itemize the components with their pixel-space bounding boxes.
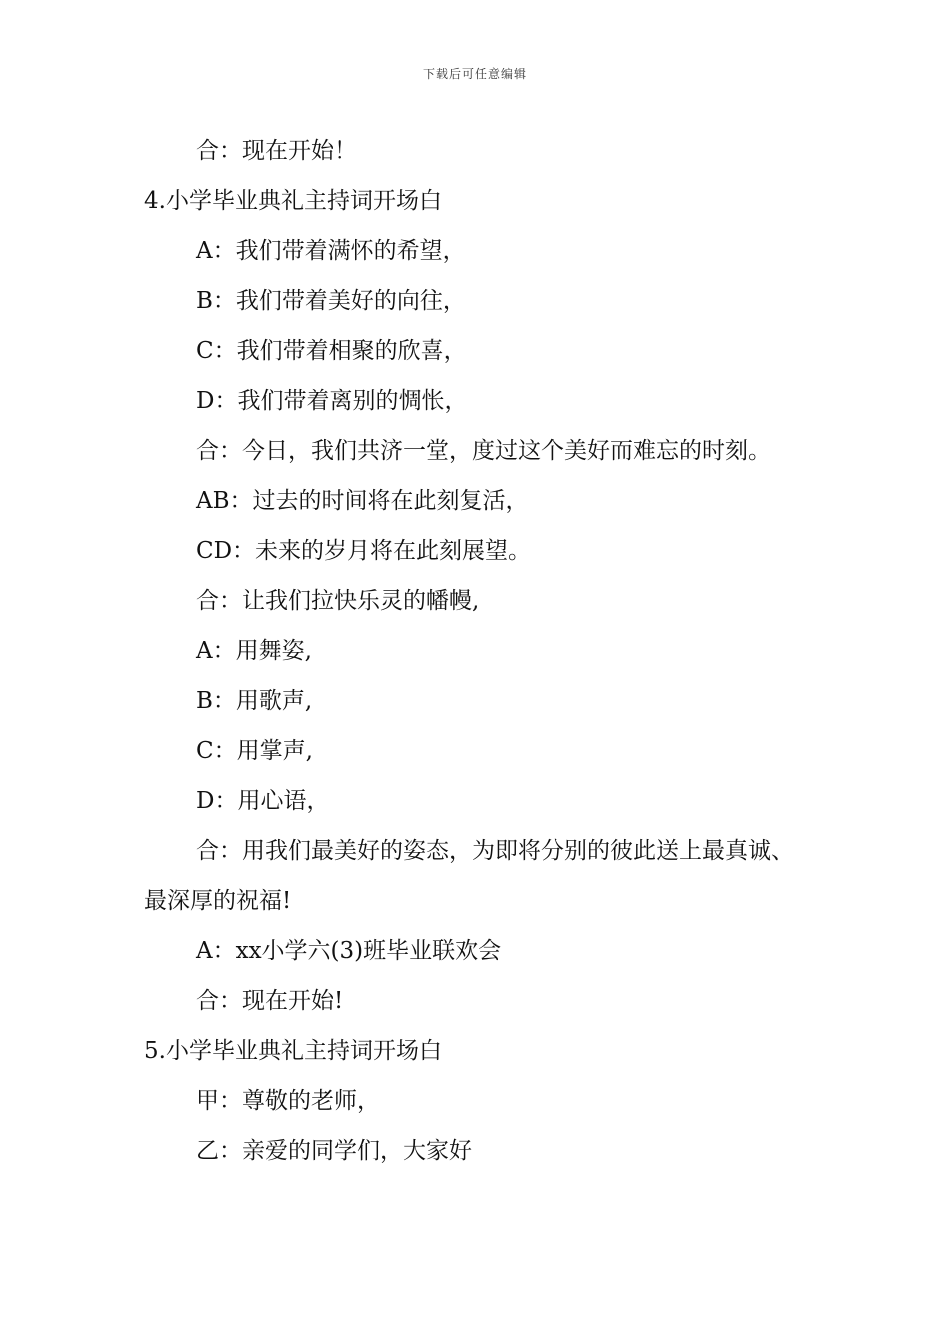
- paragraph: 合：现在开始!: [196, 988, 344, 1014]
- paragraph: 乙：亲爱的同学们，大家好: [196, 1138, 472, 1164]
- page-header: 下载后可任意编辑: [422, 67, 527, 81]
- paragraph: D：我们带着离别的惆怅，: [196, 388, 468, 414]
- paragraph: 合：今日，我们共济一堂，度过这个美好而难忘的时刻。: [196, 438, 771, 464]
- paragraph: D：用心语，: [196, 788, 330, 814]
- paragraph: AB：过去的时间将在此刻复活，: [196, 488, 529, 514]
- paragraph: 甲：尊敬的老师，: [196, 1088, 380, 1114]
- section-heading: 5.小学毕业典礼主持词开场白: [144, 1038, 442, 1064]
- paragraph: C：我们带着相聚的欣喜，: [196, 338, 467, 364]
- paragraph: A：我们带着满怀的希望，: [196, 238, 466, 264]
- paragraph: B：用歌声,: [196, 688, 313, 714]
- paragraph: 合：让我们拉快乐灵的幡幔,: [196, 588, 480, 614]
- paragraph: 合：现在开始！: [196, 138, 357, 164]
- paragraph: B：我们带着美好的向往，: [196, 288, 466, 314]
- paragraph: CD：未来的岁月将在此刻展望。: [196, 538, 532, 564]
- paragraph: C：用掌声,: [196, 738, 313, 764]
- document-body: [144, 126, 810, 1176]
- paragraph: 合：用我们最美好的姿态，为即将分别的彼此送上最真诚、最深厚的祝福!: [144, 838, 794, 914]
- paragraph: A：xx小学六(3)班毕业联欢会: [196, 938, 502, 964]
- paragraph: A：用舞姿,: [196, 638, 312, 664]
- section-heading: 4.小学毕业典礼主持词开场白: [144, 188, 442, 214]
